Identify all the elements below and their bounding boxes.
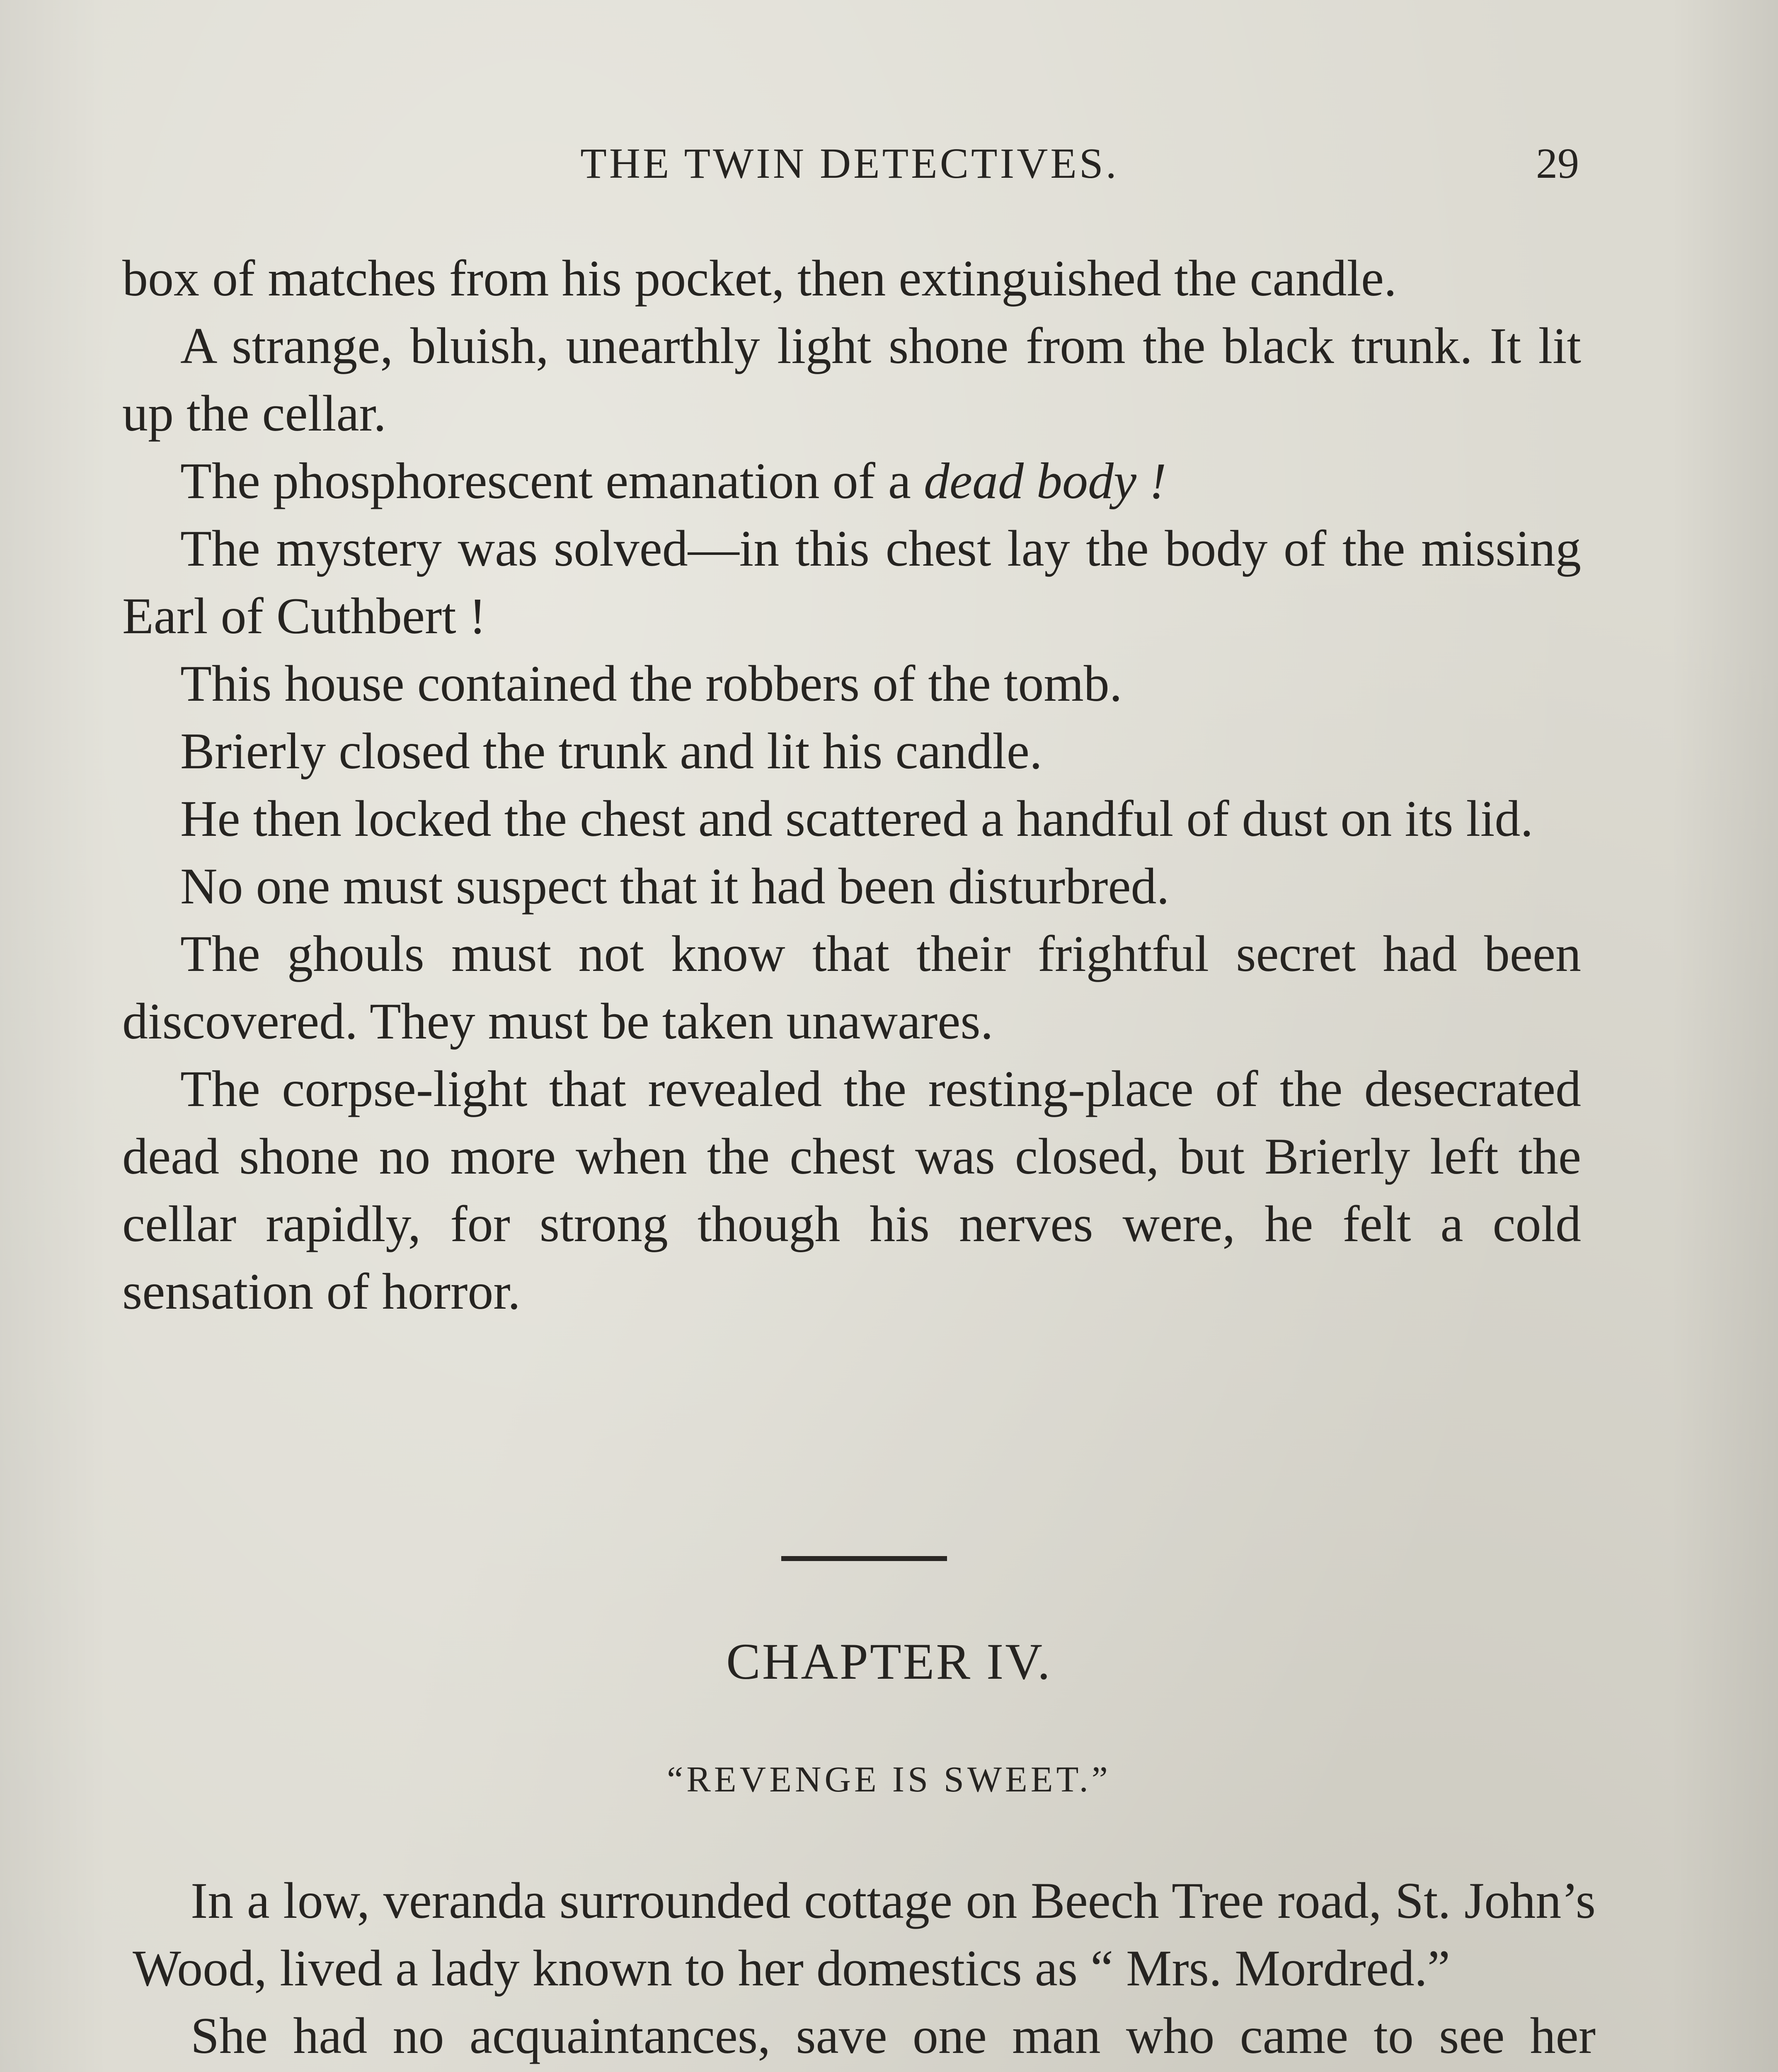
paragraph: The ghouls must not know that their frightful secret had been discovered. They must be taken unawares. [122,925,1581,1050]
paragraph: A strange, bluish, unearthly light shone from the black trunk. It lit up the cellar. [122,317,1581,442]
paragraph: box of matches from his pocket, then extinguished the candle. [122,250,1397,307]
paragraph-phosphorescent [122,447,1581,515]
paragraph: He then locked the chest and scattered a handful of dust on its lid. [180,790,1533,847]
paragraph: This house contained the robbers of the tomb. [180,655,1122,712]
chapter-heading: CHAPTER IV. [726,1633,1052,1690]
running-title: THE TWIN DETECTIVES. [580,140,1119,187]
page-number: 29 [1536,140,1579,187]
chapter-text [133,1867,1596,2072]
paragraph: In a low, veranda surrounded cottage on Beech Tree road, St. John’s Wood, lived a lady known to her domestics as “ Mrs. Mordred.” [133,1872,1596,1997]
running-head [120,137,1579,191]
paragraph: The corpse-light that revealed the resting-place of the desecrated dead shone no more when the chest was closed, but Brierly left the cellar rapidly, for strong though his nerves were, he felt a cold sensation of horror. [122,1060,1581,1320]
paragraph: The mystery was solved—in this chest lay the body of the missing Earl of Cuthbert ! [122,520,1581,644]
italic-emphasis: dead body ! [923,453,1167,509]
section-divider-rule [781,1556,947,1561]
paragraph: She had no acquaintances, save one man who came to see her [191,2007,1596,2064]
paragraph: Brierly closed the trunk and lit his candle. [180,723,1042,779]
paragraph-text: The phosphorescent emanation of a [180,453,924,509]
paragraph: No one must suspect that it had been disturbred. [180,858,1170,915]
chapter-subtitle: “REVENGE IS SWEET.” [667,1760,1111,1800]
continued-text [122,244,1581,1325]
